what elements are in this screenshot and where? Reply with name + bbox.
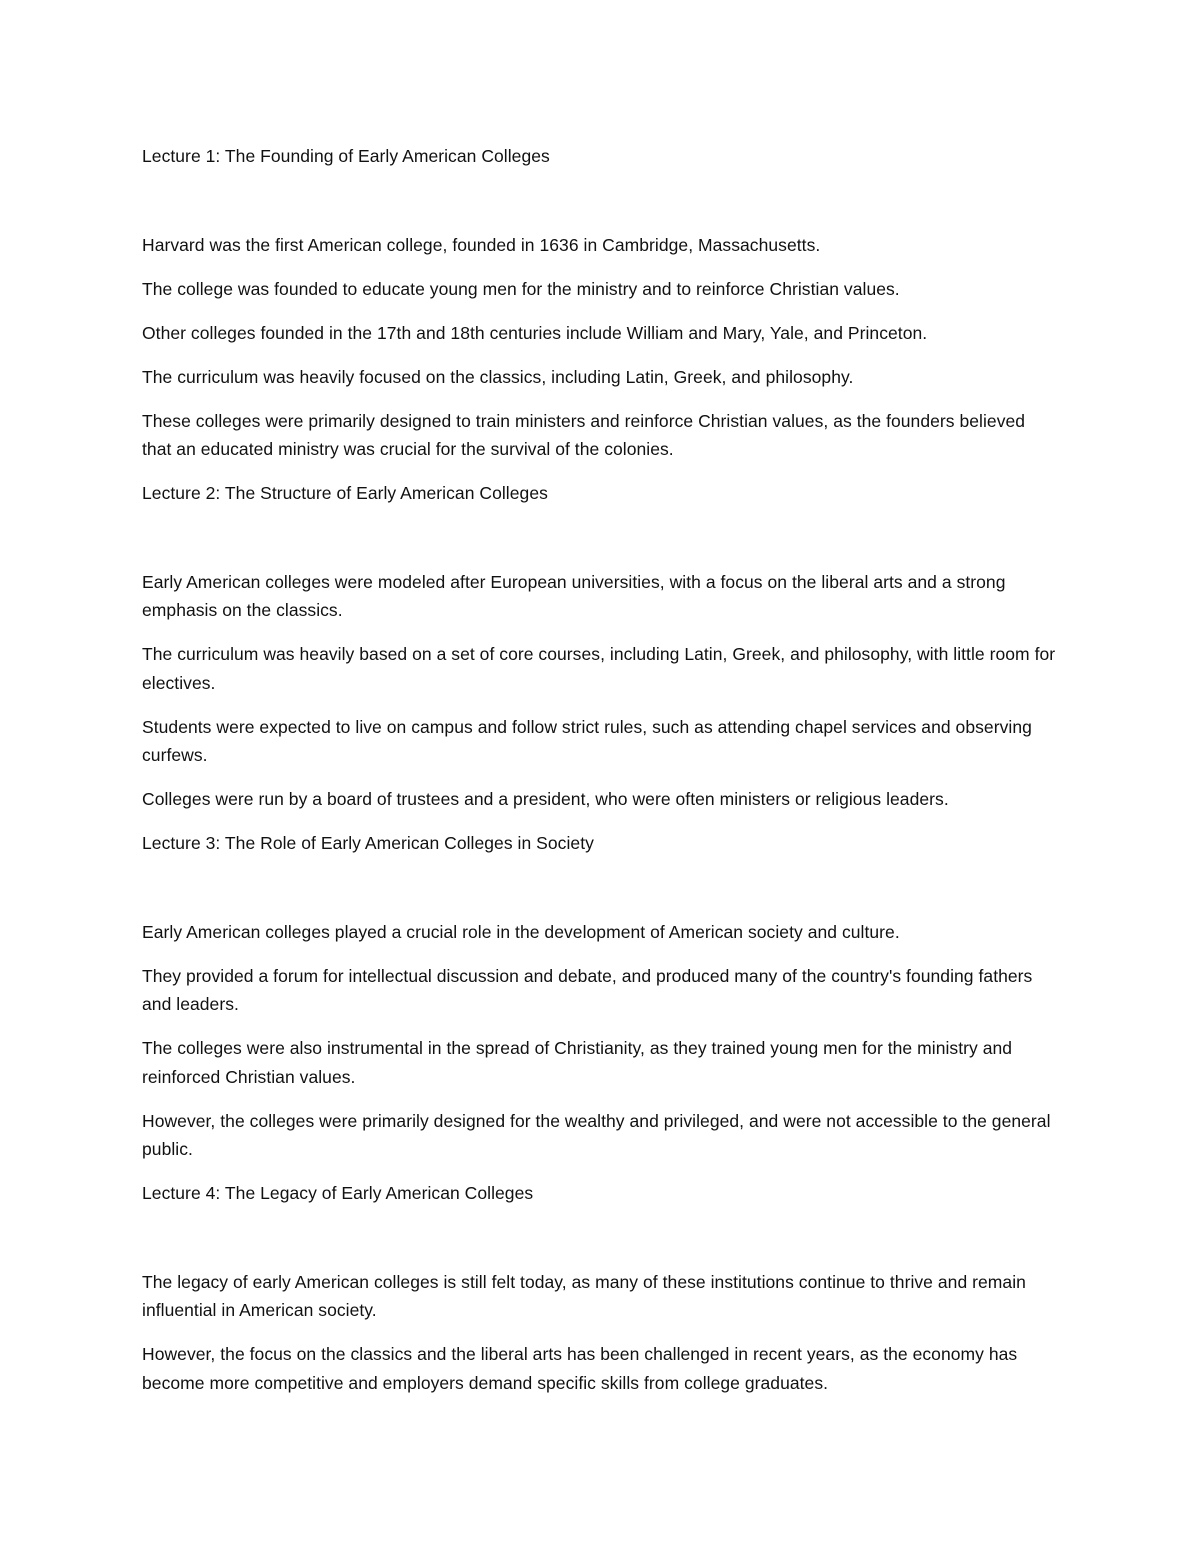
paragraph: The curriculum was heavily based on a set of core courses, including Latin, Greek, and philosophy, with little room for electives.: [142, 644, 1056, 693]
lecture-3-section: [142, 829, 1057, 1164]
lecture-2-section: [142, 479, 1057, 814]
lecture-4-section: [142, 1179, 1057, 1397]
paragraph: The curriculum was heavily focused on the classics, including Latin, Greek, and philosophy.: [142, 366, 854, 387]
lecture-4-heading: Lecture 4: The Legacy of Early American Colleges: [142, 1183, 534, 1203]
paragraph: The colleges were also instrumental in the spread of Christianity, as they trained young men for the ministry and reinforced Christian values.: [142, 1038, 1013, 1087]
paragraph: The college was founded to educate young men for the ministry and to reinforce Christian values.: [142, 278, 900, 299]
paragraph: Early American colleges were modeled after European universities, with a focus on the liberal arts and a strong emphasis on the classics.: [142, 571, 1006, 620]
document-body: [142, 142, 1057, 1413]
paragraph: However, the focus on the classics and the liberal arts has been challenged in recent years, as the economy has become more competitive and employers demand specific skills from college graduates.: [142, 1344, 1018, 1393]
paragraph: Early American colleges played a crucial role in the development of American society and culture.: [142, 921, 900, 942]
lecture-1-section: [142, 142, 1057, 464]
paragraph: Harvard was the first American college, founded in 1636 in Cambridge, Massachusetts.: [142, 234, 821, 255]
paragraph: However, the colleges were primarily designed for the wealthy and privileged, and were not accessible to the general public.: [142, 1110, 1051, 1159]
paragraph: Colleges were run by a board of trustees and a president, who were often ministers or religious leaders.: [142, 789, 949, 809]
paragraph: Students were expected to live on campus and follow strict rules, such as attending chapel services and observing curfews.: [142, 716, 1032, 765]
lecture-1-heading: Lecture 1: The Founding of Early American Colleges: [142, 146, 550, 166]
paragraph: They provided a forum for intellectual discussion and debate, and produced many of the country's founding fathers and leaders.: [142, 965, 1033, 1014]
paragraph: Other colleges founded in the 17th and 18th centuries include William and Mary, Yale, and Princeton.: [142, 322, 928, 343]
paragraph: These colleges were primarily designed to train ministers and reinforce Christian values, as the founders believed that an educated ministry was crucial for the survival of the colonies.: [142, 410, 1026, 459]
paragraph: The legacy of early American colleges is still felt today, as many of these institutions continue to thrive and remain influential in American society.: [142, 1271, 1026, 1320]
lecture-3-heading: Lecture 3: The Role of Early American Colleges in Society: [142, 833, 594, 853]
lecture-2-heading: Lecture 2: The Structure of Early American Colleges: [142, 483, 548, 503]
